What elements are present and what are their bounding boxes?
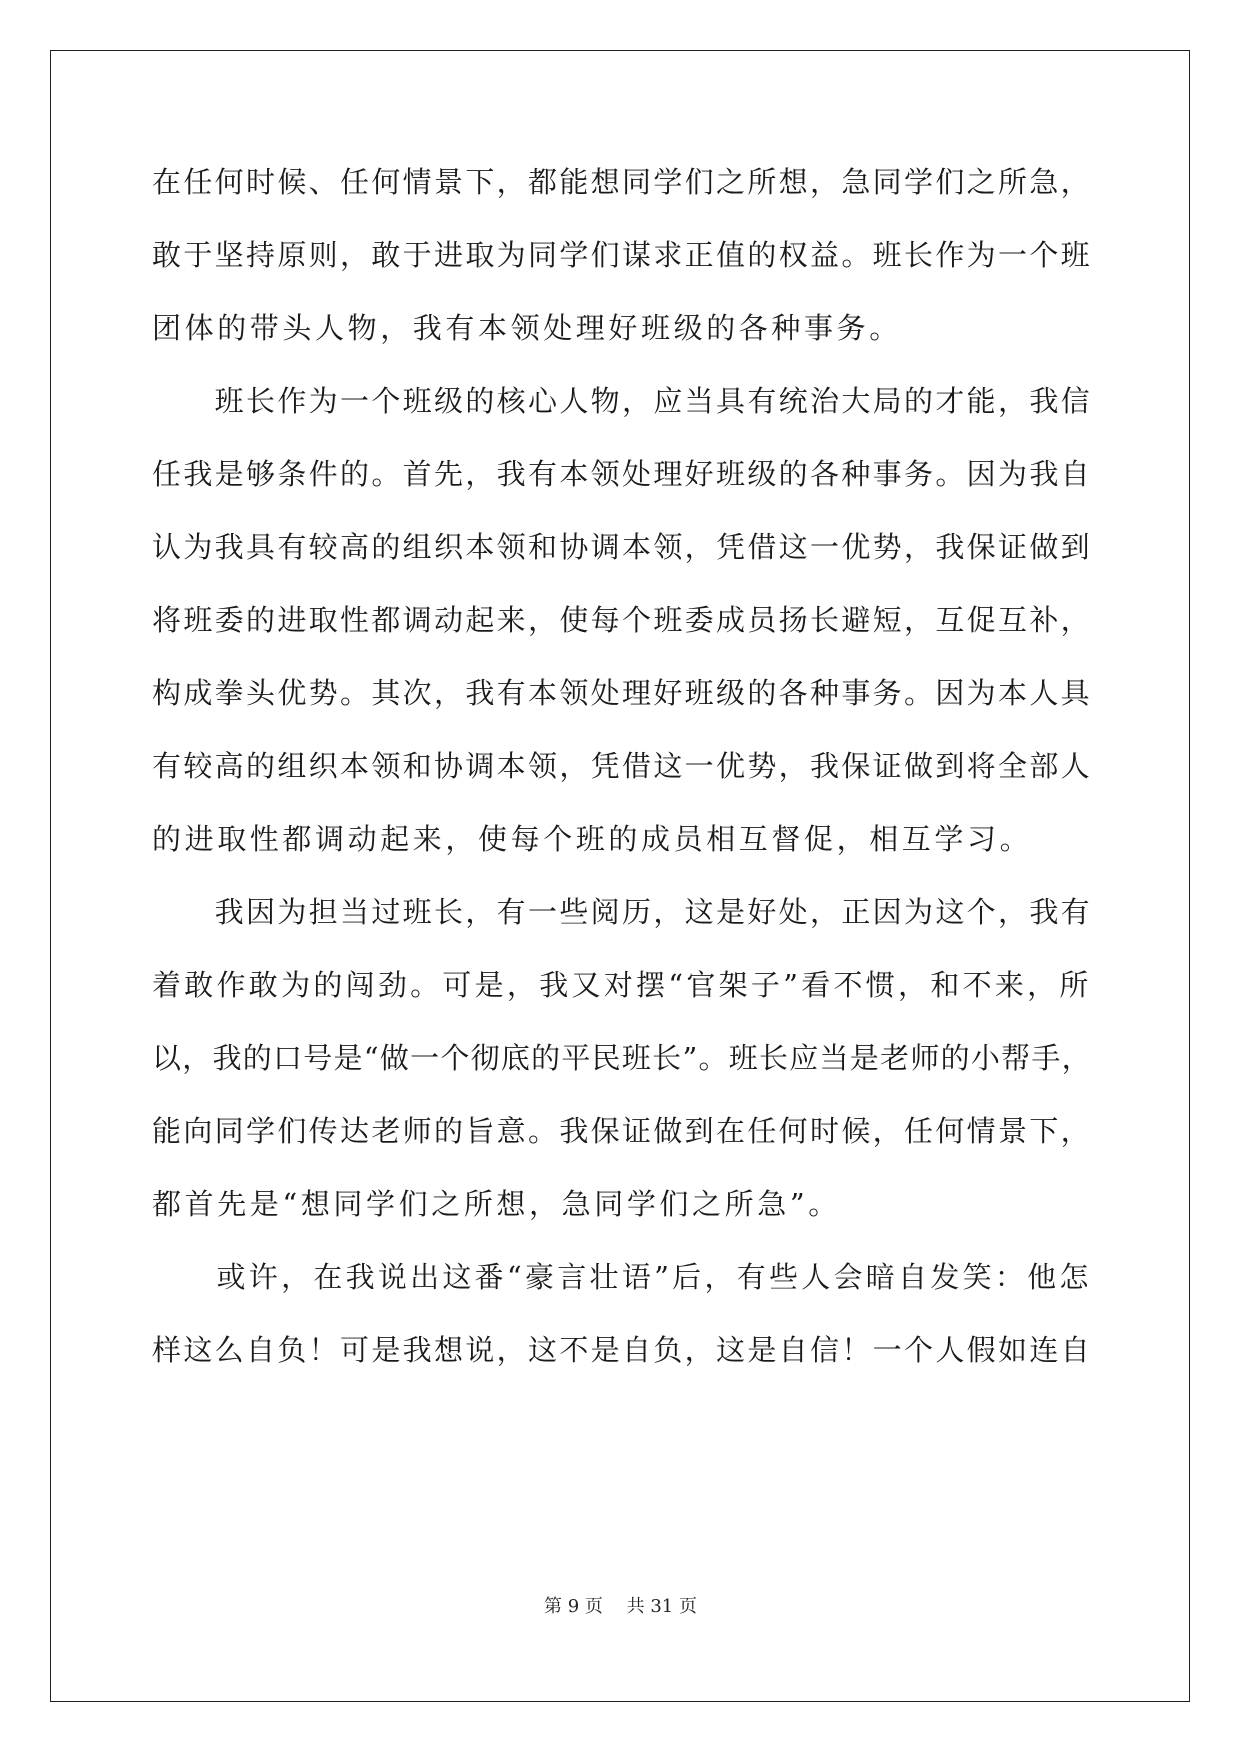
text-line: 在任何时候、任何情景下，都能想同学们之所想，急同学们之所急， bbox=[152, 165, 1093, 199]
text-line: 将班委的进取性都调动起来，使每个班委成员扬长避短，互促互补， bbox=[152, 603, 1093, 637]
page-border bbox=[50, 50, 1190, 1702]
text-line: 样这么自负！可是我想说，这不是自负，这是自信！一个人假如连自 bbox=[152, 1333, 1093, 1367]
text-line: 团体的带头人物，我有本领处理好班级的各种事务。 bbox=[152, 311, 902, 345]
text-line: 任我是够条件的。首先，我有本领处理好班级的各种事务。因为我自 bbox=[152, 457, 1093, 491]
text-line: 构成拳头优势。其次，我有本领处理好班级的各种事务。因为本人具 bbox=[152, 676, 1093, 710]
text-line: 以，我的口号是“做一个彻底的平民班长”。班长应当是老师的小帮手， bbox=[152, 1041, 1092, 1075]
page-number-footer: 第 9 页 共 31 页 bbox=[544, 1596, 697, 1617]
text-line: 能向同学们传达老师的旨意。我保证做到在任何时候，任何情景下， bbox=[152, 1114, 1093, 1148]
text-line: 敢于坚持原则，敢于进取为同学们谋求正值的权益。班长作为一个班 bbox=[152, 238, 1093, 272]
text-line: 我因为担当过班长，有一些阅历，这是好处，正因为这个，我有 bbox=[152, 895, 1093, 929]
text-line: 班长作为一个班级的核心人物，应当具有统治大局的才能，我信 bbox=[152, 384, 1093, 418]
text-line: 都首先是“想同学们之所想，急同学们之所急”。 bbox=[152, 1187, 841, 1221]
text-line: 着敢作敢为的闯劲。可是，我又对摆“官架子”看不惯，和不来，所 bbox=[152, 968, 1092, 1002]
text-line: 认为我具有较高的组织本领和协调本领，凭借这一优势，我保证做到 bbox=[152, 530, 1093, 564]
text-line: 有较高的组织本领和协调本领，凭借这一优势，我保证做到将全部人 bbox=[152, 749, 1093, 783]
text-line: 或许，在我说出这番“豪言壮语”后，有些人会暗自发笑：他怎 bbox=[152, 1260, 1092, 1294]
text-line: 的进取性都调动起来，使每个班的成员相互督促，相互学习。 bbox=[152, 822, 1033, 856]
